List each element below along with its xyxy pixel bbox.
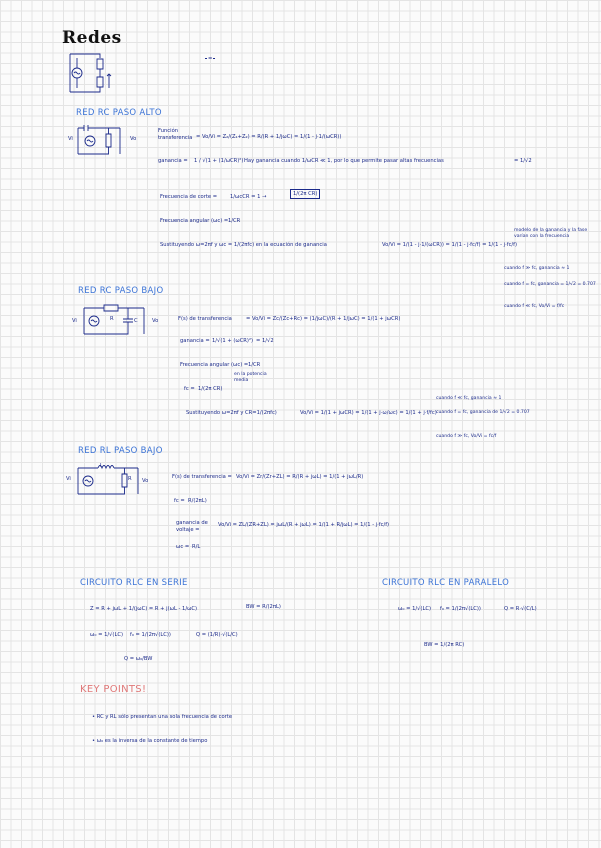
rlc-series-bw-equation: BW = R/(2πL): [246, 604, 281, 610]
divider-gain-lhs-num: [205, 58, 207, 59]
rc-low-gain-equation: 1/√(1 + (ωCR)²): [212, 338, 254, 344]
rc-low-gain-limit: = 1/√2: [256, 338, 274, 344]
rc-high-note-3: cuando f ≪ fc, Vo/Vi = f/fc: [504, 304, 565, 309]
rc-low-c-label: C: [134, 318, 138, 324]
rc-low-tf-label: F(s) de transferencia: [178, 316, 232, 322]
rc-high-gain-equation: 1 / √(1 + (1/ωCR)²): [194, 158, 244, 164]
rc-high-wc-equation: 1/CR: [228, 218, 241, 224]
rlc-series-z-equation: Z = R + jωL + 1/(jωC) = R + j(ωL - 1/ωC): [90, 606, 198, 612]
rc-low-gain-label: ganancia =: [180, 338, 210, 344]
rlc-parallel-f0-equation: f₀ = 1/(2π√(LC)): [440, 606, 481, 612]
rc-low-tf-equation: = Vo/Vi = Zc/(Zc+Rc) = (1/jωC)/(R + 1/jωC) = 1/(1 + jωCR): [246, 316, 401, 322]
rc-high-gain-label: ganancia =: [158, 158, 188, 164]
rc-low-note-2: cuando f ≫ fc, Vo/Vi = fc/f: [436, 434, 497, 439]
key-point-0: • RC y RL sólo presentan una sola frecuencia de corte: [92, 714, 233, 720]
rl-low-fc-equation: R/(2πL): [188, 498, 207, 504]
rc-high-fc-boxed-result: 1/(2π CR): [290, 189, 320, 199]
rc-low-vi-label: Vi: [72, 318, 77, 324]
rc-high-subst-label: Sustituyendo ω=2πf y ωc = 1/(2πfc) en la ecuación de ganancia: [160, 242, 327, 248]
rl-low-wc-label: ωc =: [176, 544, 190, 550]
rc-high-vo-label: Vo: [130, 136, 137, 142]
rlc-parallel-bw-equation: BW = 1/(2π RC): [424, 642, 465, 648]
rlc-parallel-heading: CIRCUITO RLC EN PARALELO: [382, 578, 510, 588]
rc-high-gain-note: Hay ganancia cuando 1/ωCR ≪ 1, por lo que permite pasar altas frecuencias: [244, 158, 444, 164]
rc-high-subst-equation: Vo/Vi = 1/(1 - j·1/(ωCR)) = 1/(1 - j·fc/f) = 1/(1 - j·fc/f): [382, 242, 518, 248]
rc-low-vo-label: Vo: [152, 318, 159, 324]
rc-high-vi-label: Vi: [68, 136, 73, 142]
page-title: Redes: [62, 28, 122, 48]
divider-circuit-diagram: [60, 50, 130, 96]
rc-high-fc-equation: 1/ωcCR = 1 →: [230, 194, 267, 200]
rlc-parallel-q-equation: Q = R·√(C/L): [504, 606, 537, 612]
rlc-series-q-equation: Q = (1/R)·√(L/C): [196, 632, 238, 638]
rl-low-circuit-diagram: [72, 462, 144, 498]
rl-low-wc-equation: R/L: [192, 544, 201, 550]
rc-low-wc-note: en la potencia media: [234, 372, 267, 383]
rc-high-note-0: modelo de la ganancia y la fase varían con la frecuencia: [514, 228, 588, 240]
rl-low-heading: RED RL PASO BAJO: [78, 446, 163, 456]
rlc-parallel-w0-equation: ω₀ = 1/√(LC): [398, 606, 431, 612]
rc-low-subst-equation: Vo/Vi = 1/(1 + jωCR) = 1/(1 + j·ω/ωc) = 1/(1 + j·f/fc): [300, 410, 437, 416]
rc-high-note-1: cuando f ≫ fc, ganancia ≈ 1: [504, 266, 570, 271]
rl-low-tf-equation: Vo/Vi = Zr/(Zr+ZL) = R/(R + jωL) = 1/(1 + jωL/R): [236, 474, 364, 480]
divider-gain-equation: =: [204, 56, 216, 62]
rl-low-tf-label: F(s) de transferencia =: [172, 474, 232, 480]
rlc-series-heading: CIRCUITO RLC EN SERIE: [80, 578, 188, 588]
rc-high-circuit-diagram: [70, 122, 130, 158]
divider-gain-rhs-num: [213, 58, 215, 59]
rc-low-fc-label: fc =: [184, 386, 195, 392]
rc-high-wc-label: Frecuencia angular (ωc) =: [160, 218, 229, 224]
rc-low-note-1: cuando f = fc, ganancia de 1/√2 = 0.707: [436, 410, 530, 415]
rc-low-r-label: R: [110, 316, 114, 322]
rlc-series-w0-equation: ω₀ = 1/√(LC): [90, 632, 123, 638]
rl-low-gain-label: ganancia de voltaje =: [176, 520, 208, 533]
rc-low-subst-label: Sustituyendo ω=2πf y CR=1/(2πfc): [186, 410, 277, 416]
rlc-series-f0-equation: f₀ = 1/(2π√(LC)): [130, 632, 171, 638]
key-point-1: • ω₀ es la inversa de la constante de tiempo: [92, 738, 208, 744]
rl-low-vo-label: Vo: [142, 478, 149, 484]
rc-high-heading: RED RC PASO ALTO: [76, 108, 162, 118]
rc-low-circuit-diagram: [78, 302, 150, 338]
rl-low-vi-label: Vi: [66, 476, 71, 482]
rc-high-note-2: cuando f = fc, ganancia = 1/√2 = 0.707: [504, 282, 596, 287]
rc-low-wc-equation: 1/CR: [248, 362, 261, 368]
rl-low-fc-label: fc =: [174, 498, 185, 504]
rc-high-gain-limit: = 1/√2: [514, 158, 532, 164]
key-point-1-text: ω₀ es la inversa de la constante de tiempo: [96, 738, 208, 744]
rl-low-l-label: L: [100, 463, 103, 469]
rc-high-tf-equation: = Vo/Vi = Z₂/(Z₁+Z₂) = R/(R + 1/jωC) = 1/(1 - j·1/(ωCR)): [196, 134, 342, 140]
rlc-series-q2-equation: Q = ω₀/BW: [124, 656, 153, 662]
rc-low-heading: RED RC PASO BAJO: [78, 286, 164, 296]
rc-low-note-0: cuando f ≪ fc, ganancia ≈ 1: [436, 396, 502, 401]
key-points-heading: KEY POINTS!: [80, 684, 147, 695]
rc-high-tf-label: Función transferencia: [158, 128, 193, 142]
rc-high-fc-label: Frecuencia de corte =: [160, 194, 218, 200]
key-point-0-text: RC y RL sólo presentan una sola frecuencia de corte: [96, 714, 233, 720]
rl-low-gain-equation: Vo/Vi = ZL/(ZR+ZL) = jωL/(R + jωL) = 1/(1 + R/jωL) = 1/(1 - j·fc/f): [218, 522, 390, 528]
rc-low-wc-label: Frecuencia angular (ωc) =: [180, 362, 249, 368]
rl-low-r-label: R: [128, 476, 132, 482]
rc-low-fc-equation: 1/(2π CR): [198, 386, 223, 392]
